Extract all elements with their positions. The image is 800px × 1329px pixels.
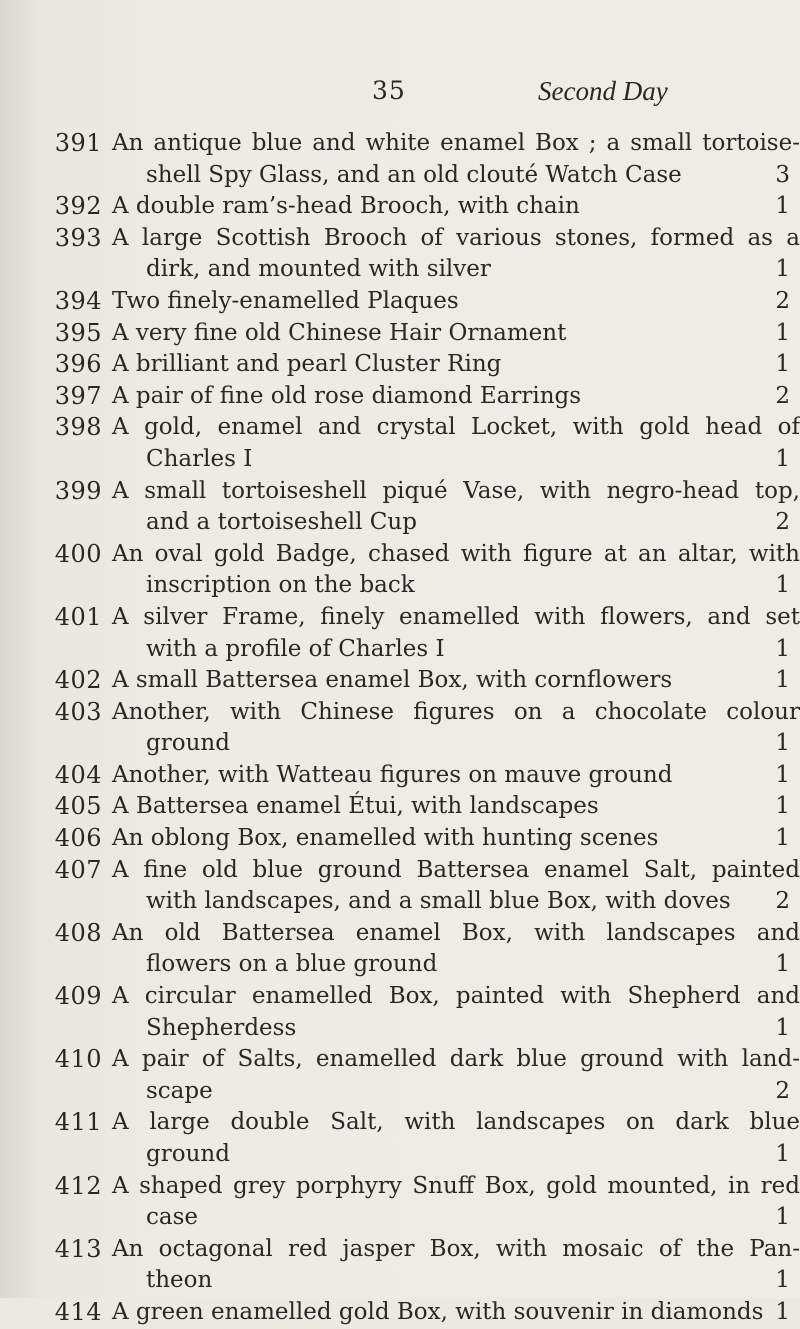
lot-number: 412 bbox=[54, 1171, 102, 1200]
lot-quantity: 1 bbox=[775, 730, 790, 757]
lot-quantity: 1 bbox=[775, 319, 790, 346]
lot-number: 410 bbox=[54, 1045, 102, 1074]
page-header bbox=[0, 76, 800, 116]
lot-entry bbox=[0, 665, 800, 697]
lot-description: A silver Frame, finely enamelled with flowers, and set bbox=[112, 603, 800, 630]
lot-description: Charles I bbox=[146, 445, 253, 472]
lot-entry bbox=[0, 855, 800, 918]
lot-number: 399 bbox=[54, 476, 102, 505]
lot-description: with a profile of Charles I bbox=[146, 635, 445, 662]
lot-entry bbox=[0, 476, 800, 539]
lot-number: 403 bbox=[54, 697, 102, 726]
lot-description: with landscapes, and a small blue Box, with doves bbox=[146, 888, 731, 915]
lot-description: A large double Salt, with landscapes on dark blue bbox=[112, 1109, 800, 1136]
lot-description: shell Spy Glass, and an old clouté Watch Case bbox=[146, 161, 682, 188]
lot-description: An oval gold Badge, chased with figure at an altar, with bbox=[112, 540, 800, 567]
lot-quantity: 1 bbox=[775, 572, 790, 599]
lot-entry bbox=[0, 1171, 800, 1234]
lot-description: theon bbox=[146, 1267, 213, 1294]
lot-description: ground bbox=[146, 730, 230, 757]
lot-description: An antique blue and white enamel Box ; a small tortoise- bbox=[112, 130, 800, 156]
lot-description: dirk, and mounted with silver bbox=[146, 256, 491, 283]
lot-description: A small tortoiseshell piqué Vase, with negro-head top, bbox=[112, 477, 800, 504]
lot-number: 408 bbox=[54, 918, 102, 947]
lot-quantity: 1 bbox=[775, 193, 790, 220]
lot-entry bbox=[0, 791, 800, 823]
lot-entry bbox=[0, 412, 800, 475]
lot-number: 402 bbox=[54, 666, 102, 695]
lot-description: A large Scottish Brooch of various stones, formed as a bbox=[112, 224, 800, 251]
lot-description: Shepherdess bbox=[146, 1014, 297, 1041]
lot-number: 393 bbox=[54, 223, 102, 252]
lot-description: scape bbox=[146, 1077, 213, 1104]
lot-entry bbox=[0, 381, 800, 413]
lot-quantity: 1 bbox=[775, 825, 790, 852]
lot-quantity: 1 bbox=[775, 351, 790, 378]
lot-quantity: 2 bbox=[775, 888, 790, 915]
lot-number: 413 bbox=[54, 1234, 102, 1263]
lot-entry bbox=[0, 1044, 800, 1107]
lot-description: A very fine old Chinese Hair Ornament bbox=[112, 319, 567, 346]
page-number: 35 bbox=[372, 76, 406, 105]
lot-quantity: 1 bbox=[775, 256, 790, 283]
lot-description: ground bbox=[146, 1141, 230, 1167]
lot-number: 394 bbox=[54, 286, 102, 315]
lot-description: An oblong Box, enamelled with hunting scenes bbox=[112, 825, 659, 852]
lot-quantity: 2 bbox=[775, 509, 790, 536]
lot-entry bbox=[0, 223, 800, 286]
lot-quantity: 1 bbox=[775, 1298, 790, 1325]
lot-number: 405 bbox=[54, 792, 102, 821]
lot-list bbox=[0, 128, 800, 1329]
running-head: Second Day bbox=[538, 76, 668, 106]
lot-quantity: 2 bbox=[775, 287, 790, 314]
lot-description: Two finely-enamelled Plaques bbox=[112, 287, 459, 314]
lot-number: 391 bbox=[54, 129, 102, 157]
lot-quantity: 1 bbox=[775, 635, 790, 662]
lot-quantity: 1 bbox=[775, 1204, 790, 1231]
lot-entry bbox=[0, 539, 800, 602]
lot-number: 407 bbox=[54, 855, 102, 884]
lot-quantity: 1 bbox=[775, 1141, 790, 1167]
lot-number: 409 bbox=[54, 982, 102, 1011]
lot-description: A small Battersea enamel Box, with cornflowers bbox=[112, 667, 673, 694]
lot-description: Another, with Watteau figures on mauve ground bbox=[112, 761, 673, 788]
lot-description: A pair of fine old rose diamond Earrings bbox=[112, 382, 582, 409]
lot-number: 395 bbox=[54, 318, 102, 347]
lot-quantity: 1 bbox=[775, 667, 790, 694]
lot-description: A circular enamelled Box, painted with Shepherd and bbox=[112, 983, 800, 1010]
lot-entry bbox=[0, 918, 800, 981]
lot-description: A green enamelled gold Box, with souvenir in diamonds bbox=[112, 1298, 764, 1325]
lot-entry bbox=[0, 602, 800, 665]
lot-entry bbox=[0, 981, 800, 1044]
lot-number: 401 bbox=[54, 602, 102, 631]
lot-description: An octagonal red jasper Box, with mosaic of the Pan- bbox=[112, 1235, 800, 1262]
lot-quantity: 2 bbox=[775, 1077, 790, 1104]
lot-quantity: 1 bbox=[775, 793, 790, 820]
lot-entry bbox=[0, 318, 800, 350]
lot-entry bbox=[0, 349, 800, 381]
lot-quantity: 1 bbox=[775, 1267, 790, 1294]
lot-entry bbox=[0, 823, 800, 855]
lot-description: inscription on the back bbox=[146, 572, 415, 599]
lot-description: A pair of Salts, enamelled dark blue ground with land- bbox=[112, 1046, 800, 1073]
lot-description: case bbox=[146, 1204, 199, 1231]
lot-description: A gold, enamel and crystal Locket, with gold head of bbox=[112, 414, 800, 441]
lot-description: An old Battersea enamel Box, with landscapes and bbox=[112, 919, 800, 946]
lot-quantity: 1 bbox=[775, 1014, 790, 1041]
lot-number: 397 bbox=[54, 381, 102, 410]
lot-description: Another, with Chinese figures on a chocolate colour bbox=[112, 698, 800, 725]
lot-entry bbox=[0, 191, 800, 223]
lot-number: 411 bbox=[54, 1108, 102, 1137]
lot-description: A double ram’s-head Brooch, with chain bbox=[112, 193, 580, 220]
lot-quantity: 1 bbox=[775, 761, 790, 788]
lot-quantity: 3 bbox=[775, 161, 790, 188]
lot-entry bbox=[0, 1297, 800, 1329]
lot-entry bbox=[0, 1234, 800, 1297]
lot-description: A Battersea enamel Étui, with landscapes bbox=[112, 793, 599, 820]
lot-number: 404 bbox=[54, 760, 102, 789]
lot-description: A brilliant and pearl Cluster Ring bbox=[112, 351, 502, 378]
lot-number: 400 bbox=[54, 539, 102, 568]
lot-description: A shaped grey porphyry Snuff Box, gold mounted, in red bbox=[112, 1172, 800, 1199]
lot-description: and a tortoiseshell Cup bbox=[146, 509, 417, 536]
lot-number: 398 bbox=[54, 413, 102, 442]
lot-number: 406 bbox=[54, 824, 102, 853]
lot-entry bbox=[0, 128, 800, 191]
lot-description: flowers on a blue ground bbox=[146, 951, 438, 978]
lot-quantity: 1 bbox=[775, 445, 790, 472]
lot-number: 396 bbox=[54, 350, 102, 379]
lot-quantity: 2 bbox=[775, 382, 790, 409]
lot-description: A fine old blue ground Battersea enamel Salt, painted bbox=[112, 856, 800, 883]
lot-entry bbox=[0, 1107, 800, 1170]
lot-quantity: 1 bbox=[775, 951, 790, 978]
lot-number: 414 bbox=[54, 1297, 102, 1326]
lot-entry bbox=[0, 286, 800, 318]
lot-number: 392 bbox=[54, 192, 102, 221]
lot-entry bbox=[0, 760, 800, 792]
lot-entry bbox=[0, 697, 800, 760]
